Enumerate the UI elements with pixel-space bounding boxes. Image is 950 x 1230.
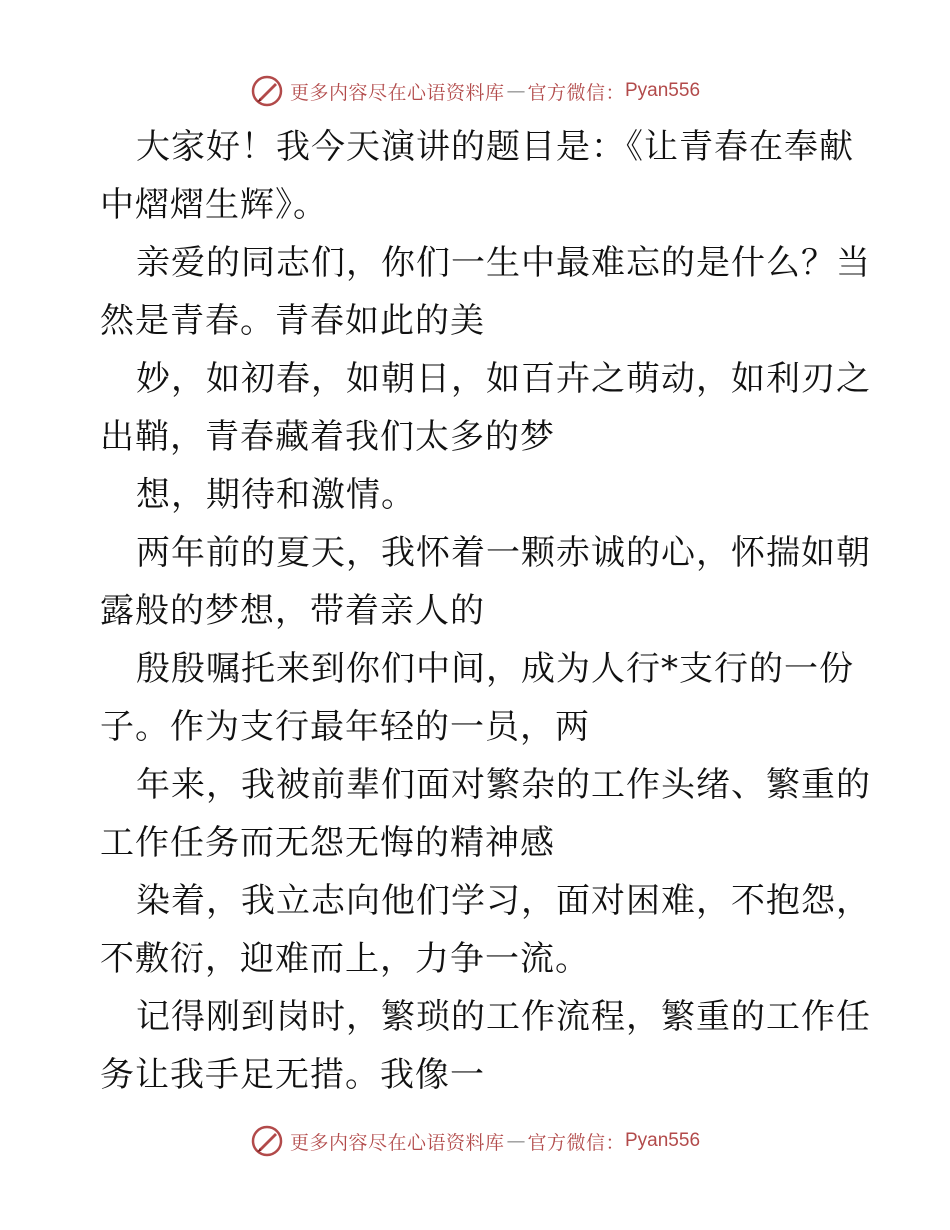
- watermark-wechat-label: 官方微信：: [527, 81, 625, 104]
- text-line: 妙，如初春，如朝日，如百卉之萌动，如利刃之: [136, 359, 871, 399]
- text-line: 两年前的夏天，我怀着一颗赤诚的心，怀揣如朝: [136, 533, 871, 573]
- text-line: 不敷衍，迎难而上，力争一流。: [100, 939, 590, 979]
- watermark-brand: 更多内容尽在心语资料库: [289, 1131, 505, 1154]
- watermark-brand: 更多内容尽在心语资料库: [289, 81, 505, 104]
- text-line: 记得刚到岗时，繁琐的工作流程，繁重的工作任: [136, 997, 871, 1037]
- text-line: 务让我手足无措。我像一: [100, 1055, 485, 1095]
- quill-pen-logo-icon: [250, 1124, 284, 1158]
- text-line: 中熠熠生辉》。: [100, 185, 328, 225]
- text-line: 露般的梦想，带着亲人的: [100, 591, 485, 631]
- text-line: 工作任务而无怨无悔的精神感: [100, 823, 555, 863]
- watermark-wechat-id: Pyan556: [625, 80, 701, 101]
- text-line: 出鞘，青春藏着我们太多的梦: [100, 417, 555, 457]
- text-line: 然是青春。青春如此的美: [100, 301, 485, 341]
- text-line: 年来，我被前辈们面对繁杂的工作头绪、繁重的: [136, 765, 871, 805]
- text-line: 亲爱的同志们，你们一生中最难忘的是什么？当: [136, 243, 871, 283]
- watermark-separator: —: [506, 80, 526, 102]
- header-watermark: [0, 71, 950, 111]
- footer-watermark: [0, 1121, 950, 1161]
- text-line: 大家好！我今天演讲的题目是：《让青春在奉献: [136, 127, 854, 167]
- watermark-wechat-id: Pyan556: [625, 1130, 701, 1151]
- quill-pen-logo-icon: [250, 74, 284, 108]
- text-line: 子。作为支行最年轻的一员，两: [100, 707, 590, 747]
- text-line: 想，期待和激情。: [136, 475, 416, 515]
- watermark-wechat-label: 官方微信：: [527, 1131, 625, 1154]
- text-line: 殷殷嘱托来到你们中间，成为人行*支行的一份: [136, 649, 854, 689]
- text-line: 染着，我立志向他们学习，面对困难，不抱怨，: [136, 881, 871, 921]
- watermark-separator: —: [506, 1130, 526, 1152]
